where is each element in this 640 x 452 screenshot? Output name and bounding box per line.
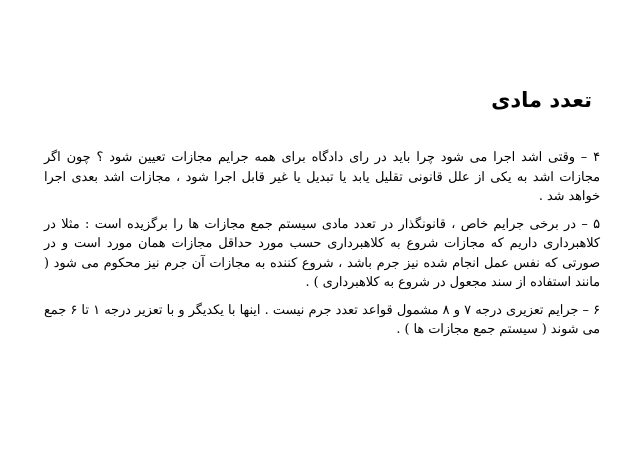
slide-title: تعدد مادی: [491, 88, 592, 112]
paragraph-6: ۶ – جرایم تعزیری درجه ۷ و ۸ مشمول قواعد تعدد جرم نیست . اینها با یکدیگر و با تعزیر درجه ۱ تا ۶ جمع می شوند ( سیستم جمع مجازات ها ) .: [44, 302, 600, 337]
paragraph-4: ۴ – وقتی اشد اجرا می شود چرا باید در رای دادگاه برای همه جرایم مجازات تعیین شود ؟ چون اگر مجازات اشد به یکی از علل قانونی تقلیل یابد یا تبدیل یا غیر قابل اجرا شود ، مجازات اشد بعدی اجرا خواهد شد .: [44, 150, 600, 204]
slide-body: [44, 148, 600, 348]
paragraph-5: ۵ – در برخی جرایم خاص ، قانونگذار در تعدد مادی سیستم جمع مجازات ها را برگزیده است : مثلا در کلاهبرداری داریم که مجازات شروع به کلاهبرداری حسب مورد حداقل مجازات همان مورد است و در صورتی که نفس عمل انجام شده نیز جرم باشد ، شروع کننده به مجازات آن جرم نیز محکوم می شود ( مانند استفاده از سند مجعول در شروع به کلاهبرداری ) .: [44, 216, 600, 290]
